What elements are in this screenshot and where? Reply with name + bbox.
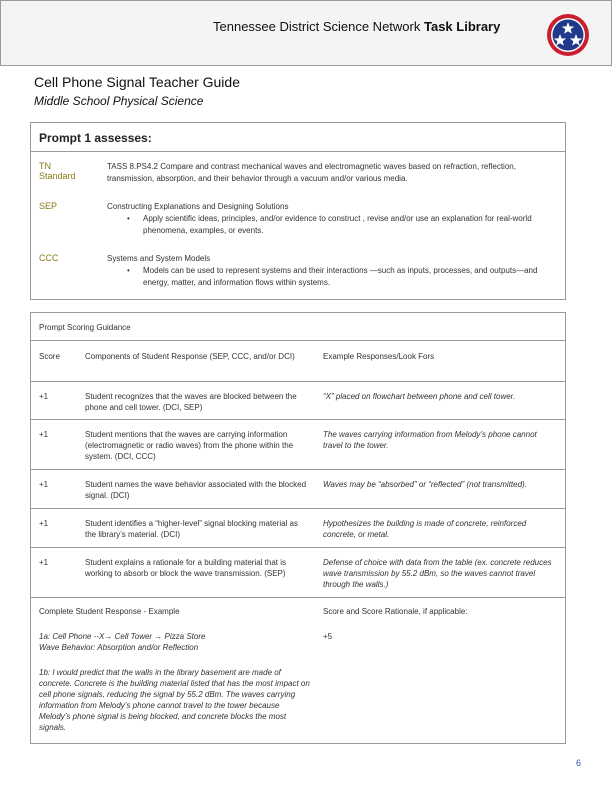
row-5-score: +1 <box>39 558 49 567</box>
row-4-component: Student identifies a “higher-level” signal blocking material as the library’s material. (DCI) <box>85 519 298 539</box>
document-title: Cell Phone Signal Teacher Guide <box>34 74 240 90</box>
row-2-score: +1 <box>39 430 49 439</box>
column-header-score: Score <box>39 352 60 361</box>
document-subtitle: Middle School Physical Science <box>34 94 204 108</box>
row-5-example: Defense of choice with data from the table (ex. concrete reduces wave transmission by 55.2 dBm, so the waves cannot travel through the walls.) <box>323 558 552 589</box>
scoring-heading: Prompt Scoring Guidance <box>39 323 131 332</box>
page-number: 6 <box>576 758 582 768</box>
header-title: Tennessee District Science Network Task Library <box>213 19 501 34</box>
column-header-examples: Example Responses/Look Fors <box>323 352 435 361</box>
tennessee-tristar-logo-icon <box>546 13 590 57</box>
divider <box>31 340 565 341</box>
divider <box>31 469 565 470</box>
prompt-standards-table <box>30 122 566 300</box>
sep-bullet: • Apply scientific ideas, principles, and/or evidence to construct , revise and/or use an explanation for real-world phenomena, examples, or events. <box>107 213 552 237</box>
tn-standard-label: TN Standard <box>39 161 76 181</box>
row-3-score: +1 <box>39 480 49 489</box>
row-2-example: The waves carrying information from Melody’s phone cannot travel to the tower. <box>323 430 537 450</box>
column-header-components: Components of Student Response (SEP, CCC, and/or DCI) <box>85 352 295 361</box>
example-1a: 1a: Cell Phone --X→ Cell Tower → Pizza Store Wave Behavior: Absorption and/or Reflection <box>39 632 206 652</box>
row-4-score: +1 <box>39 519 49 528</box>
prompt-heading: Prompt 1 assesses: <box>31 123 565 152</box>
example-1b: 1b: I would predict that the walls in the library basement are made of concrete. Concrete is the building material listed that has the most impact on cell phone signals, reducing the signal by 55.2 dBm. The waves carrying information from Melody’s phone cannot travel to the tower because Melody’s phone signal is being blocked, and concrete blocks the most signals. <box>39 668 310 732</box>
divider <box>31 508 565 509</box>
divider <box>31 547 565 548</box>
divider <box>31 381 565 382</box>
page-header <box>0 0 612 66</box>
row-5-component: Student explains a rationale for a building material that is working to absorb or block the wave transmission. (SEP) <box>85 558 287 578</box>
row-2-component: Student mentions that the waves are carrying information (electromagnetic or radio waves) from the phone within the system. (DCI, CCC) <box>85 430 294 461</box>
score-rationale-heading: Score and Score Rationale, if applicable: <box>323 607 468 616</box>
divider <box>31 597 565 598</box>
total-score: +5 <box>323 632 333 641</box>
row-1-score: +1 <box>39 392 49 401</box>
divider <box>31 419 565 420</box>
row-3-example: Waves may be “absorbed” or “reflected” (not transmitted). <box>323 480 527 489</box>
complete-response-heading: Complete Student Response - Example <box>39 607 180 616</box>
sep-label: SEP <box>39 201 58 211</box>
row-3-component: Student names the wave behavior associated with the blocked signal. (DCI) <box>85 480 307 500</box>
row-4-example: Hypothesizes the building is made of concrete, reinforced concrete, or metal. <box>323 519 527 539</box>
ccc-text: Systems and System Models • Models can be used to represent systems and their interactions —such as inputs, processes, and outputs—and energy, matter, and information flows within systems. <box>107 253 552 289</box>
row-1-component: Student recognizes that the waves are blocked between the phone and cell tower. (DCI, SEP) <box>85 392 297 412</box>
scoring-guidance-table <box>30 312 566 744</box>
row-1-example: “X” placed on flowchart between phone and cell tower. <box>323 392 516 401</box>
sep-text: Constructing Explanations and Designing Solutions • Apply scientific ideas, principles, and/or evidence to construct , revise and/or use an explanation for real-world phenomena, examples, or events. <box>107 201 552 237</box>
ccc-label: CCC <box>39 253 59 263</box>
ccc-bullet: • Models can be used to represent systems and their interactions —such as inputs, processes, and outputs—and energy, matter, and information flows within systems. <box>107 265 552 289</box>
tn-standard-text: TASS 8.PS4.2 Compare and contrast mechanical waves and electromagnetic waves based on refraction, reflection, transmission, absorption, and their behavior through a vacuum and/or various media. <box>107 162 516 183</box>
